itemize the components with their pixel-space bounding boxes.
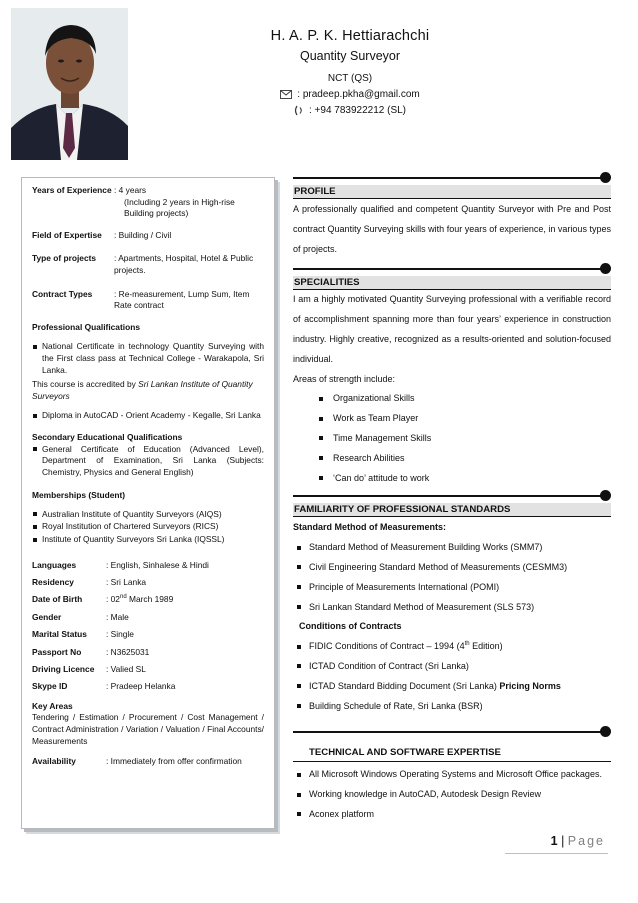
envelope-icon xyxy=(280,90,292,99)
key-areas-text: Tendering / Estimation / Procurement / Cost Management / Contract Administration / Variation / Valuation / Final Accounts/ Measurements xyxy=(32,712,264,746)
list-item: Sri Lankan Standard Method of Measurement (SLS 573) xyxy=(293,598,611,618)
list-item: National Certificate in technology Quantity Surveying with the First class pass at Technical College - Warakapola, Sri Lanka. xyxy=(32,341,264,376)
list-item: Work as Team Player xyxy=(293,409,611,429)
section-divider xyxy=(293,726,611,738)
email-row xyxy=(190,89,510,100)
phone-icon xyxy=(294,105,304,116)
diploma-list xyxy=(32,410,264,422)
list-item: ‘Can do’ attitude to work xyxy=(293,469,611,489)
list-item: Civil Engineering Standard Method of Measurements (CESMM3) xyxy=(293,558,611,578)
specialities-heading: SPECIALITIES xyxy=(293,276,611,290)
gender-row: Gender : Male xyxy=(32,611,129,622)
profile-photo xyxy=(11,8,128,160)
personal-details xyxy=(32,560,264,699)
secondary-qualifications-heading: Secondary Educational Qualifications xyxy=(32,431,183,442)
email-text[interactable]: : pradeep.pkha@gmail.com xyxy=(297,89,420,100)
residency-row: Residency : Sri Lanka xyxy=(32,577,147,588)
specialities-text: I am a highly motivated Quantity Surveying professional with a verifiable record of accomplishment spanning more than four years’ experience in construction industry. Highly creative, recognized as a results-oriented and solution-focused individual. xyxy=(293,294,611,364)
footer-rule xyxy=(505,853,608,854)
list-item: Organizational Skills xyxy=(293,389,611,409)
summary-sidebar xyxy=(21,177,275,829)
conditions-heading: Conditions of Contracts xyxy=(299,621,402,632)
list-item: Working knowledge in AutoCAD, Autodesk Design Review xyxy=(293,785,611,805)
projects-row: Type of projects : Apartments, Hospital, Hotel & Public projects. xyxy=(32,253,254,275)
standards-heading: FAMILIARITY OF PROFESSIONAL STANDARDS xyxy=(293,503,611,517)
professional-qualifications-heading: Professional Qualifications xyxy=(32,321,140,332)
list-item: ICTAD Standard Bidding Document (Sri Lanka) Pricing Norms xyxy=(293,677,611,697)
accreditation-note: This course is accredited by Sri Lankan Institute of Quantity Surveyors xyxy=(32,379,253,401)
profile-text: A professionally qualified and competent Quantity Surveyor with Pre and Post contract Quantity Surveying skills with four years of experience, in various types of projects. xyxy=(293,204,611,254)
candidate-qualification: NCT (QS) xyxy=(327,73,373,84)
dob-row: Date of Birth : 02nd March 1989 xyxy=(32,594,174,605)
list-item: Institute of Quantity Surveyors Sri Lanka (IQSSL) xyxy=(32,534,264,546)
list-item: Australian Institute of Quantity Surveyors (AIQS) xyxy=(32,509,264,521)
list-item: Time Management Skills xyxy=(293,429,611,449)
list-item: All Microsoft Windows Operating Systems and Microsoft Office packages. xyxy=(293,765,611,785)
secondary-qualifications-list xyxy=(32,444,264,479)
key-areas-heading: Key Areas xyxy=(32,700,73,711)
passport-row: Passport No : N3625031 xyxy=(32,646,150,657)
driving-licence-row: Driving Licence : Valied SL xyxy=(32,664,146,674)
technical-list xyxy=(293,765,611,824)
page-label: Page xyxy=(567,834,605,848)
list-item: FIDIC Conditions of Contract – 1994 (4th Edition) xyxy=(293,637,611,657)
languages-row: Languages : English, Sinhalese & Hindi xyxy=(32,559,209,570)
conditions-list xyxy=(293,637,611,716)
list-item: Research Abilities xyxy=(293,449,611,469)
list-item: Building Schedule of Rate, Sri Lanka (BSR) xyxy=(293,697,611,717)
smm-heading: Standard Method of Measurements: xyxy=(293,522,447,533)
list-item: Principle of Measurements International (POMI) xyxy=(293,578,611,598)
strengths-lead: Areas of strength include: xyxy=(293,373,396,384)
field-row: Field of Expertise : Building / Civil xyxy=(32,229,172,240)
page-separator: | xyxy=(557,834,568,848)
list-item: Diploma in AutoCAD - Orient Academy - Kegalle, Sri Lanka xyxy=(32,410,264,422)
memberships-heading: Memberships (Student) xyxy=(32,490,126,501)
main-column xyxy=(293,172,611,825)
memberships-list xyxy=(32,509,264,546)
experience-row: Years of Experience : 4 years (Including 2 years in High-rise Building projects) xyxy=(32,185,235,219)
list-item: Aconex platform xyxy=(293,805,611,825)
contract-row: Contract Types : Re-measurement, Lump Sum, Item Rate contract xyxy=(32,288,250,311)
resume-header xyxy=(190,28,510,116)
section-divider xyxy=(293,490,611,502)
list-item: Standard Method of Measurement Building Works (SMM7) xyxy=(293,538,611,558)
technical-heading: TECHNICAL AND SOFTWARE EXPERTISE xyxy=(293,744,611,762)
candidate-title: Quantity Surveyor xyxy=(299,49,401,63)
list-item: ICTAD Condition of Contract (Sri Lanka) xyxy=(293,657,611,677)
skype-row: Skype ID : Pradeep Helanka xyxy=(32,681,176,692)
strengths-list xyxy=(293,389,611,488)
availability-row: Availability : Immediately from offer confirmation xyxy=(32,756,242,767)
profile-heading: PROFILE xyxy=(293,185,611,199)
list-item: Royal Institution of Chartered Surveyors (RICS) xyxy=(32,521,264,533)
section-divider xyxy=(293,263,611,275)
page-number: 1 xyxy=(550,834,558,848)
marital-status-row: Marital Status : Single xyxy=(32,629,134,640)
page-footer xyxy=(551,834,605,848)
candidate-name: H. A. P. K. Hettiarachchi xyxy=(270,28,430,44)
smm-list xyxy=(293,538,611,617)
list-item: General Certificate of Education (Advanced Level), Department of Examination, Sri Lanka (Subjects: Chemistry, Physics and General English) xyxy=(32,444,264,479)
phone-row xyxy=(190,105,510,116)
section-divider xyxy=(293,172,611,184)
phone-text: : +94 783922212 (SL) xyxy=(308,105,407,116)
professional-qualifications-list xyxy=(32,341,264,376)
